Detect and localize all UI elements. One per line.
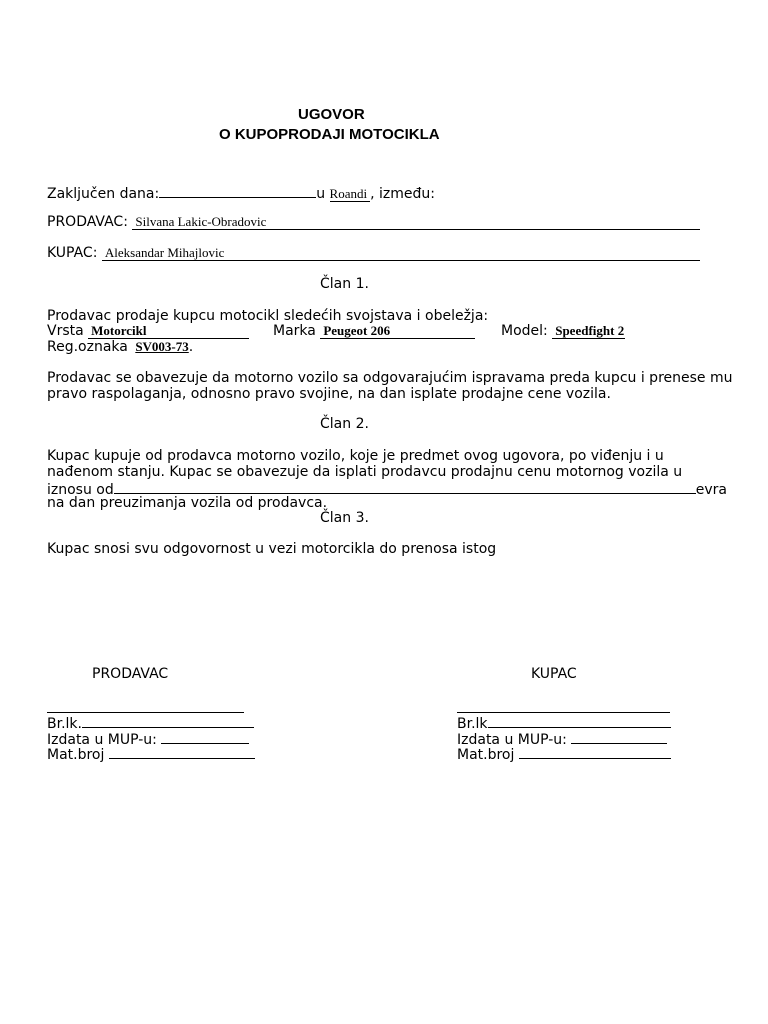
buyer-mat-label: Mat.broj [457, 747, 519, 763]
reg-field: SV003-73 [135, 339, 189, 354]
date-label: Zaključen dana: [47, 186, 160, 202]
date-place-line [47, 183, 435, 202]
buyer-id-label: Br.lk [457, 716, 488, 732]
reg-line [47, 339, 193, 355]
seller-issued-label: Izdata u MUP-u: [47, 732, 162, 748]
buyer-mat-field [519, 744, 671, 759]
seller-issued-field [161, 729, 249, 744]
brand-group [273, 323, 475, 339]
buyer-id-field [488, 713, 671, 728]
buyer-signature-heading: KUPAC [531, 666, 577, 682]
place-prefix: u [316, 186, 326, 202]
clan3-heading: Član 3. [320, 510, 369, 526]
model-label: Model: [501, 323, 548, 339]
place-suffix: , između: [370, 186, 435, 202]
clan1-paragraph-line1: Prodavac se obavezuje da motorno vozilo sa odgovarajućim ispravama preda kupcu i prenese mu [47, 370, 733, 386]
seller-mat-label: Mat.broj [47, 747, 109, 763]
seller-mat-line [47, 744, 255, 763]
reg-label: Reg.oznaka [47, 339, 128, 355]
amount-field [114, 479, 696, 494]
buyer-line [47, 245, 700, 261]
seller-signature-heading: PRODAVAC [92, 666, 169, 682]
clan1-heading: Član 1. [320, 276, 369, 292]
place-field: Roandi [330, 187, 371, 202]
clan2-line2: nađenom stanju. Kupac se obavezuje da isplati prodavcu prodajnu cenu motornog vozila u [47, 464, 683, 480]
buyer-mat-line [457, 744, 671, 763]
buyer-issued-field [571, 729, 667, 744]
seller-id-field [82, 713, 254, 728]
date-field [159, 183, 316, 198]
seller-mat-field [109, 744, 255, 759]
seller-label: PRODAVAC: [47, 214, 128, 230]
clan1-intro: Prodavac prodaje kupcu motocikl sledećih svojstava i obeležja: [47, 308, 489, 324]
type-label: Vrsta [47, 323, 84, 339]
type-field: Motorcikl [88, 324, 249, 339]
model-field: Speedfight 2 [552, 324, 625, 339]
vehicle-attributes-line [47, 323, 249, 339]
seller-name-field: Silvana Lakic-Obradovic [132, 215, 700, 230]
brand-field: Peugeot 206 [320, 324, 475, 339]
document-subtitle: O KUPOPRODAJI MOTOCIKLA [219, 126, 440, 143]
buyer-label: KUPAC: [47, 245, 98, 261]
reg-suffix: . [188, 339, 194, 355]
clan3-line1: Kupac snosi svu odgovornost u vezi motorcikla do prenosa istog [47, 541, 497, 557]
seller-id-label: Br.lk. [47, 716, 82, 732]
clan1-paragraph-line2: pravo raspolaganja, odnosno pravo svojine, na dan isplate prodajne cene vozila. [47, 386, 611, 402]
document-title: UGOVOR [298, 106, 365, 123]
clan2-line1: Kupac kupuje od prodavca motorno vozilo, koje je predmet ovog ugovora, po viđenju i u [47, 448, 664, 464]
buyer-name-field: Aleksandar Mihajlovic [102, 246, 700, 261]
buyer-issued-label: Izdata u MUP-u: [457, 732, 572, 748]
model-group [501, 323, 625, 339]
clan2-heading: Član 2. [320, 416, 369, 432]
clan2-line4: na dan preuzimanja vozila od prodavca. [47, 495, 328, 511]
amount-prefix: iznosu od [47, 482, 114, 498]
seller-line [47, 214, 700, 230]
brand-label: Marka [273, 323, 316, 339]
amount-suffix: evra [695, 482, 727, 498]
